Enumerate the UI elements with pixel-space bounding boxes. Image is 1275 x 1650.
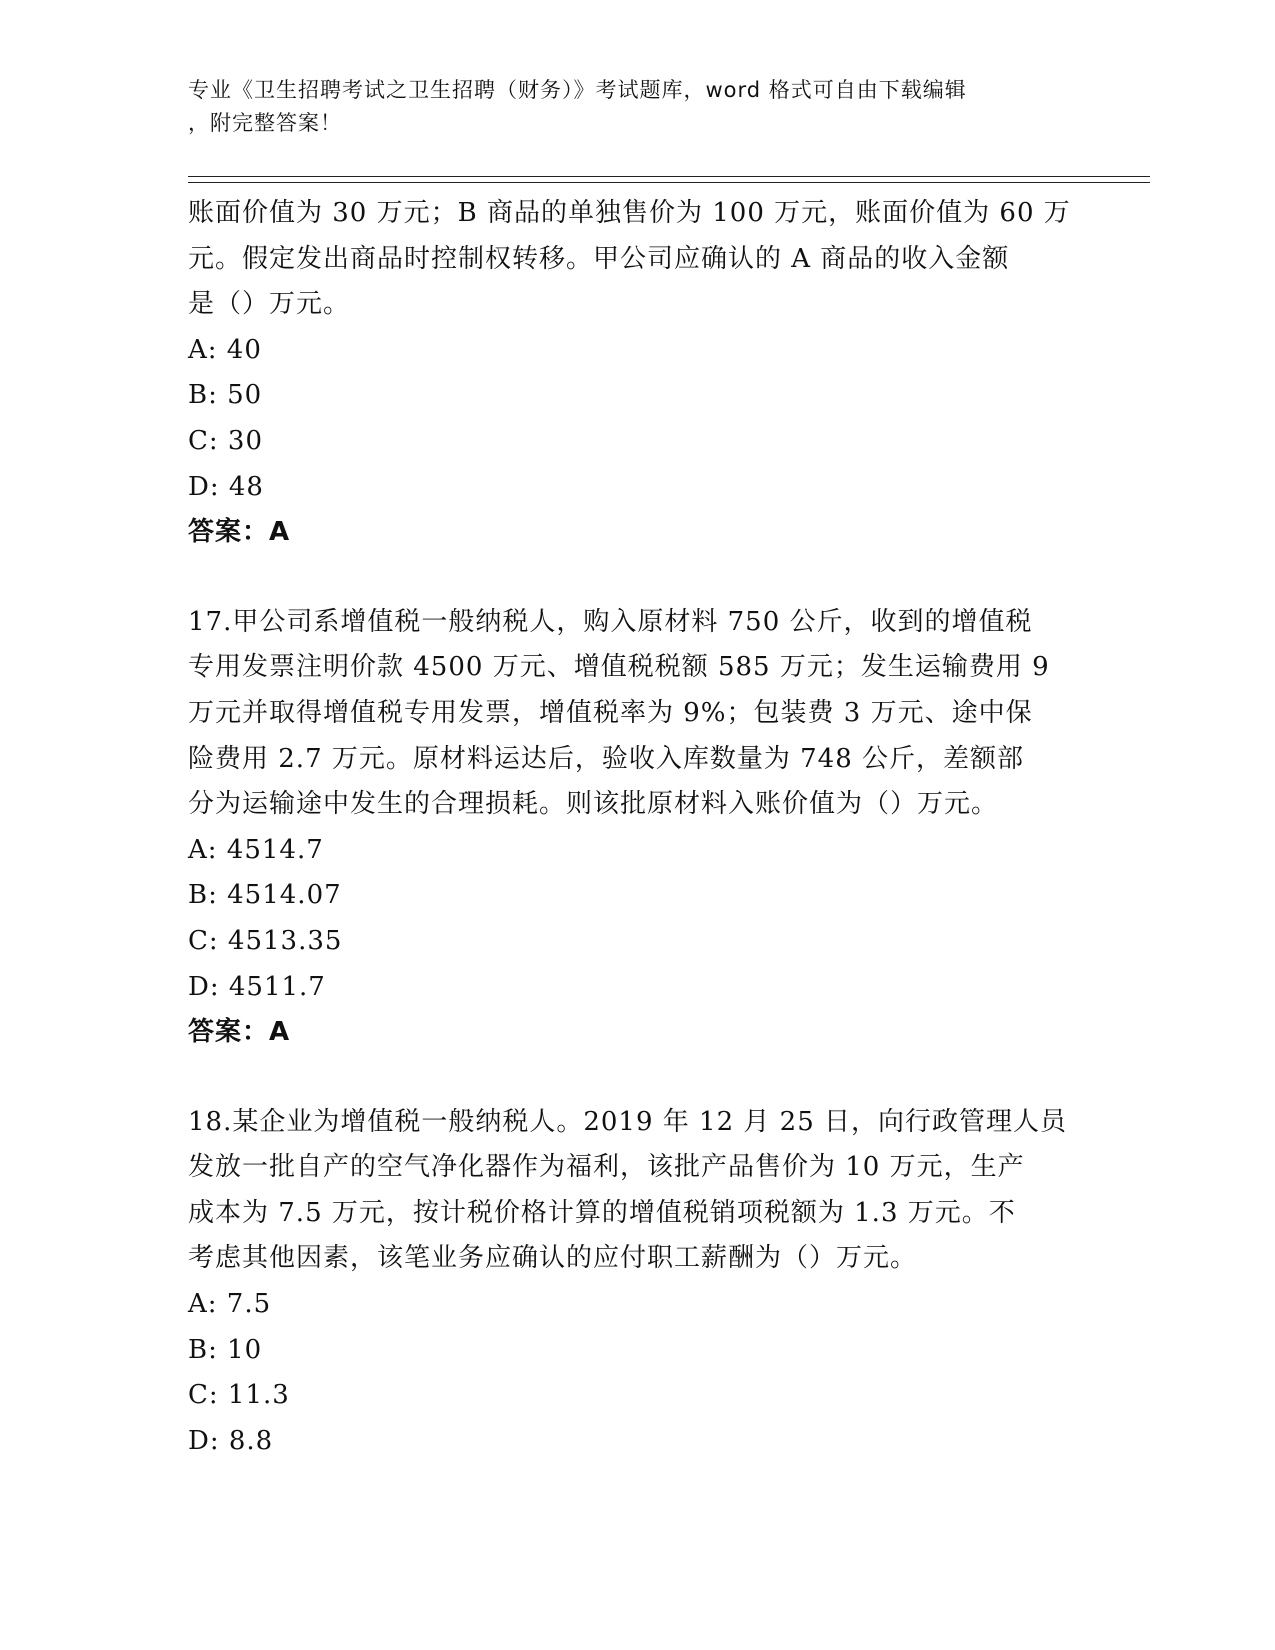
question-text-line: 发放一批自产的空气净化器作为福利，该批产品售价为 10 万元，生产: [188, 1152, 1025, 1183]
option-a: A: 4514.7: [188, 834, 324, 865]
question-16-continued: [188, 191, 1078, 556]
document-header: [188, 74, 1068, 140]
question-text-line: 是（）万元。: [188, 289, 351, 320]
question-17: [188, 600, 1078, 1056]
document-body: [188, 191, 1078, 1464]
question-text-line: 成本为 7.5 万元，按计税价格计算的增值税销项税额为 1.3 万元。不: [188, 1197, 1016, 1228]
spacer: [188, 556, 1078, 600]
option-a: A: 7.5: [188, 1289, 272, 1320]
answer: 答案：A: [188, 1017, 291, 1048]
option-b: B: 4514.07: [188, 880, 342, 911]
option-b: B: 50: [188, 380, 263, 411]
question-text-line: 18.某企业为增值税一般纳税人。2019 年 12 月 25 日，向行政管理人员: [188, 1106, 1068, 1137]
question-text-line: 万元并取得增值税专用发票，增值税率为 9%；包装费 3 万元、途中保: [188, 697, 1033, 728]
option-d: D: 8.8: [188, 1425, 274, 1456]
header-line-1: 专业《卫生招聘考试之卫生招聘（财务）》考试题库，word 格式可自由下载编辑: [188, 78, 967, 102]
question-text-line: 分为运输途中发生的合理损耗。则该批原材料入账价值为（）万元。: [188, 789, 999, 820]
option-c: C: 30: [188, 425, 264, 456]
option-c: C: 11.3: [188, 1380, 290, 1411]
option-d: D: 48: [188, 471, 264, 502]
question-18: [188, 1100, 1078, 1465]
option-a: A: 40: [188, 334, 262, 365]
spacer: [188, 1056, 1078, 1100]
question-text-line: 17.甲公司系增值税一般纳税人，购入原材料 750 公斤，收到的增值税: [188, 606, 1033, 637]
question-text-line: 险费用 2.7 万元。原材料运达后，验收入库数量为 748 公斤，差额部: [188, 743, 1025, 774]
question-text-line: 账面价值为 30 万元；B 商品的单独售价为 100 万元，账面价值为 60 万: [188, 198, 1071, 228]
option-c: C: 4513.35: [188, 925, 343, 956]
option-b: B: 10: [188, 1334, 263, 1365]
header-line-2: ，附完整答案！: [188, 111, 342, 135]
answer: 答案：A: [188, 517, 291, 548]
question-text-line: 专用发票注明价款 4500 万元、增值税税额 585 万元；发生运输费用 9: [188, 652, 1050, 683]
question-text-line: 考虑其他因素，该笔业务应确认的应付职工薪酬为（）万元。: [188, 1243, 918, 1274]
header-rule-top: [188, 176, 1150, 177]
question-text-line: 元。假定发出商品时控制权转移。甲公司应确认的 A 商品的收入金额: [188, 243, 1010, 274]
option-d: D: 4511.7: [188, 971, 326, 1002]
header-rule-bottom: [188, 182, 1150, 183]
